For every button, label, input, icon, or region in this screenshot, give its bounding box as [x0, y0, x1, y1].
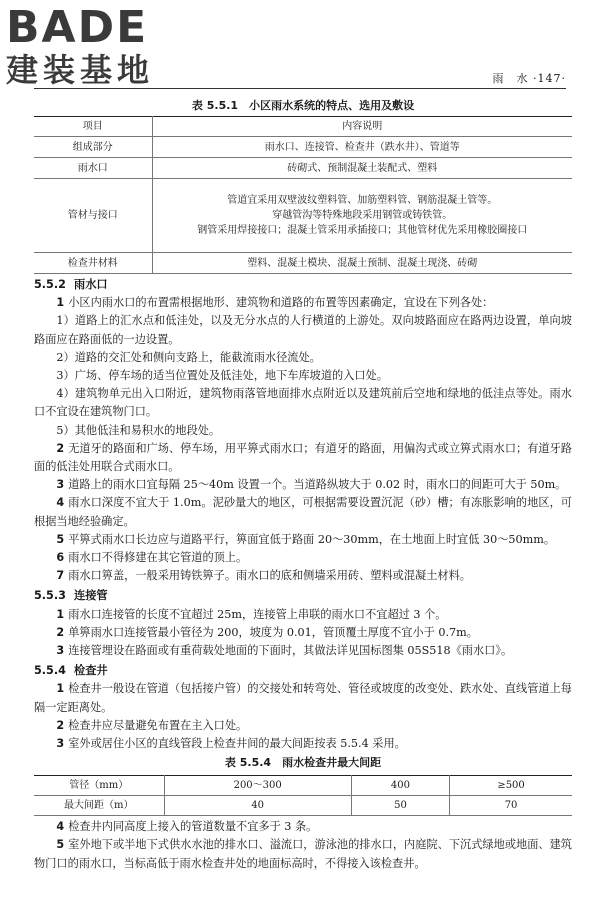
bade-logo [6, 2, 176, 89]
section-title: 检查井 [74, 664, 108, 678]
table-line: 塑料、混凝土模块、混凝土预制、混凝土现浇、砖砌 [247, 257, 478, 269]
table-cell: ≥500 [450, 776, 572, 796]
section-number: 5.5.3 [34, 589, 66, 603]
table-551-header-item: 项目 [34, 117, 152, 137]
section-number: 5.5.4 [34, 664, 66, 678]
paragraph: 7 雨水口箅盖，一般采用铸铁箅子。雨水口的底和侧墙采用砖、塑料或混凝土材料。 [56, 569, 471, 583]
paragraph: 1 小区内雨水口的布置需根据地形、建筑物和道路的布置等因素确定，宜设在下列各处： [56, 296, 494, 310]
paragraph: 1 雨水口连接管的长度不宜超过 25m，连接管上串联的雨水口不宜超过 3 个。 [56, 607, 447, 621]
running-head [493, 70, 567, 86]
logo-latin-text: BADE [6, 2, 149, 53]
paragraph: 5 平箅式雨水口长边应与道路平行，箅面宜低于路面 20～30mm，在土地面上时宜低 30～50mm。 [56, 532, 556, 546]
table-554-title: 表 5.5.4 雨水检查井最大间距 [224, 756, 382, 770]
table-cell-item: 管材与接口 [34, 179, 152, 253]
paragraph: 5 室外地下或半地下式供水水池的排水口、溢流口，游泳池的排水口，内庭院、下沉式绿地或地面、建筑物门口的雨水口，当标高低于雨水检查井处的地面标高时，不得接入该检查井。 [34, 838, 572, 870]
table-row [34, 137, 572, 158]
table-line: 管道宜采用双壁波纹塑料管、加筋塑料管、钢筋混凝土管等。 [227, 195, 498, 206]
table-551-title: 表 5.5.1 小区雨水系统的特点、选用及敷设 [191, 99, 415, 112]
paragraph: 4 检查井内同高度上接入的管道数量不宜多于 3 条。 [56, 820, 318, 834]
paragraph: 3）广场、停车场的适当位置处及低洼处，地下车库坡道的入口处。 [56, 369, 388, 383]
paragraph: 2）道路的交汇处和侧向支路上，能截流雨水径流处。 [56, 350, 321, 364]
paragraph: 2 检查井应尽量避免布置在主入口处。 [56, 718, 248, 732]
table-551-header-desc: 内容说明 [152, 117, 572, 137]
paragraph: 3 连接管埋设在路面或有重荷载处地面的下面时，其做法详见国标图集 05S518《雨水口》。 [56, 644, 513, 658]
table-row [34, 179, 572, 253]
paragraph: 1）道路上的汇水点和低洼处，以及无分水点的人行横道的上游处。双向坡路面应在路两边设置，单向坡路面应在路面低的一边设置。 [34, 314, 572, 346]
table-cell: 50 [351, 796, 449, 816]
table-row [34, 158, 572, 179]
table-cell: 40 [164, 796, 351, 816]
table-cell: 200～300 [164, 776, 351, 796]
table-cell-item: 检查井材料 [34, 253, 152, 274]
table-551 [34, 116, 572, 274]
section-title: 雨水口 [74, 278, 108, 291]
table-cell-desc [152, 158, 572, 179]
table-row [34, 253, 572, 274]
table-line: 穿越管沟等特殊地段采用钢管或铸铁管。 [272, 210, 453, 221]
paragraph: 1 检查井一般设在管道（包括接户管）的交接处和转弯处、管径或坡度的改变处、跌水处、直线管道上每隔一定距离处。 [34, 682, 572, 714]
table-row [34, 776, 572, 796]
paragraph: 2 无道牙的路面和广场、停车场，用平箅式雨水口；有道牙的路面，用偏沟式或立箅式雨水口；有道牙路面的低洼处用联合式雨水口。 [34, 441, 572, 474]
paragraph: 4）建筑物单元出入口附近，建筑物雨落管地面排水点附近以及建筑前后空地和绿地的低洼点等处。雨水口不宜设在建筑物门口。 [34, 387, 572, 419]
header-rule [34, 88, 566, 89]
paragraph: 5）其他低洼和易积水的地段处。 [56, 423, 221, 437]
page-number: ·147· [533, 72, 566, 85]
table-row [34, 796, 572, 816]
table-554 [34, 775, 572, 816]
table-cell: 70 [450, 796, 572, 816]
table-line: 砖砌式、预制混凝土装配式、塑料 [287, 162, 438, 174]
paragraph: 6 雨水口不得修建在其它管道的顶上。 [56, 551, 248, 565]
paragraph: 4 雨水口深度不宜大于 1.0m。泥砂量大的地区，可根据需要设置沉泥（砂）槽；有冻胀影响的地区，可根据当地经验确定。 [34, 496, 572, 528]
table-551-header-row [34, 117, 572, 137]
running-head-section: 雨 水 [492, 72, 529, 85]
table-line: 钢管采用焊接接口；混凝土管采用承插接口；其他管材优先采用橡胶圈接口 [197, 225, 528, 236]
paragraph: 3 室外或居住小区的直线管段上检查井间的最大间距按表 5.5.4 采用。 [56, 737, 406, 751]
page-body [34, 96, 572, 873]
table-cell: 400 [351, 776, 449, 796]
table-line: 雨水口、连接管、检查井（跌水井）、管道等 [264, 141, 460, 153]
table-cell-desc [152, 253, 572, 274]
section-number: 5.5.2 [34, 278, 66, 291]
table-554-label-diameter: 管径（mm） [34, 776, 164, 796]
table-cell-desc [152, 179, 572, 253]
table-cell-item: 组成部分 [34, 137, 152, 158]
section-heading-5-5-4 [34, 662, 572, 680]
section-title: 连接管 [74, 589, 108, 603]
section-heading-5-5-2 [34, 276, 572, 294]
paragraph: 2 单箅雨水口连接管最小管径为 200，坡度为 0.01，管顶覆土厚度不宜小于 0.7m。 [56, 625, 478, 639]
table-cell-item: 雨水口 [34, 158, 152, 179]
section-heading-5-5-3 [34, 587, 572, 605]
paragraph: 3 道路上的雨水口宜每隔 25～40m 设置一个。当道路纵坡大于 0.02 时，雨水口的间距可大于 50m。 [56, 478, 567, 492]
table-554-label-spacing: 最大间距（m） [34, 796, 164, 816]
logo-cjk-text: 建装基地 [6, 51, 155, 89]
table-cell-desc [152, 137, 572, 158]
